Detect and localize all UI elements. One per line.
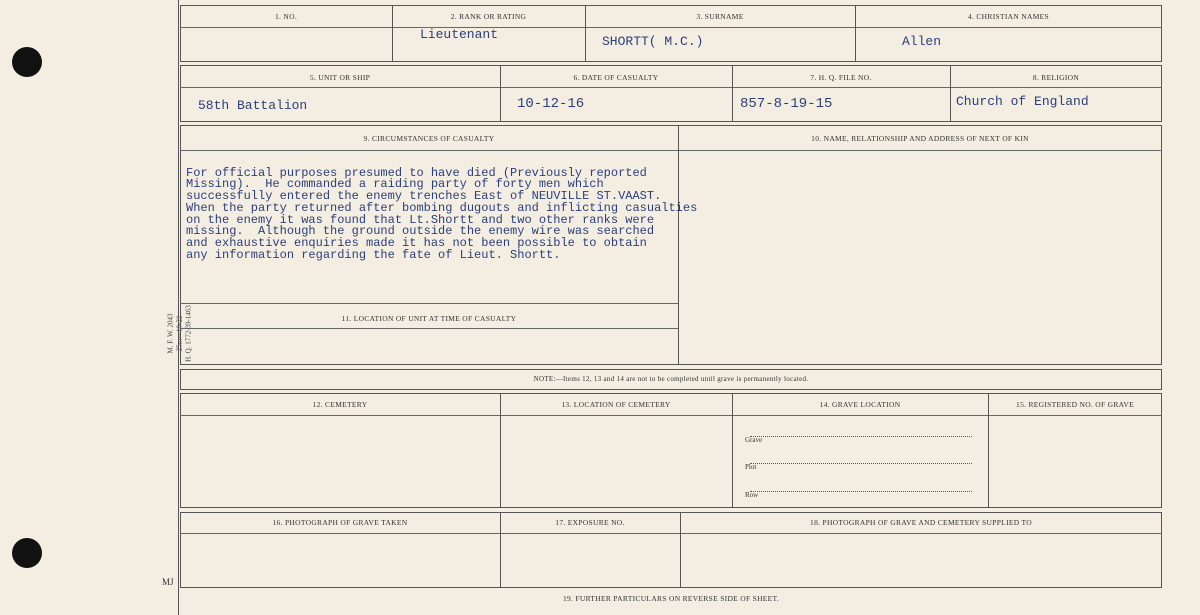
header-location-of-unit: 11. LOCATION OF UNIT AT TIME OF CASUALTY xyxy=(341,314,517,323)
header-date: 6. DATE OF CASUALTY xyxy=(573,73,659,82)
date-value: 10-12-16 xyxy=(517,96,585,112)
header-grave-location: 14. GRAVE LOCATION xyxy=(819,400,901,409)
footer-note: 19. FURTHER PARTICULARS ON REVERSE SIDE OF SHEET. xyxy=(562,594,780,603)
header-exposure: 17. EXPOSURE NO. xyxy=(555,518,625,527)
plot-label: Plot xyxy=(745,463,757,471)
initials: MJ xyxy=(162,577,174,587)
header-photo-supplied: 18. PHOTOGRAPH OF GRAVE AND CEMETERY SUPPLIED TO xyxy=(810,518,1032,527)
note-text: NOTE:—Items 12, 13 and 14 are not to be completed until grave is permanently located. xyxy=(533,375,809,383)
form-imprint: M. F. W. 2043 25m—10-22 H. Q. 1772-39-1463 xyxy=(166,305,193,362)
header-christian-names: 4. CHRISTIAN NAMES xyxy=(967,12,1050,21)
header-no: 1. NO. xyxy=(274,12,297,21)
header-photo-taken: 16. PHOTOGRAPH OF GRAVE TAKEN xyxy=(272,518,408,527)
file-value: 857-8-19-15 xyxy=(740,96,833,112)
unit-value: 58th Battalion xyxy=(198,98,308,113)
surname-value: SHORTT( M.C.) xyxy=(602,34,704,49)
punch-hole xyxy=(12,47,42,77)
row-label: Row xyxy=(745,491,759,499)
header-next-of-kin: 10. NAME, RELATIONSHIP AND ADDRESS OF NEXT OF KIN xyxy=(811,134,1029,143)
header-surname: 3. SURNAME xyxy=(696,12,744,21)
header-registered-no: 15. REGISTERED NO. OF GRAVE xyxy=(1016,400,1134,409)
header-religion: 8. RELIGION xyxy=(1032,73,1080,82)
header-location-cemetery: 13. LOCATION OF CEMETERY xyxy=(561,400,671,409)
header-unit: 5. UNIT OR SHIP xyxy=(309,73,371,82)
header-file: 7. H. Q. FILE NO. xyxy=(810,73,872,82)
punch-hole xyxy=(12,538,42,568)
rank-value: Lieutenant xyxy=(420,27,499,42)
row4 xyxy=(180,393,1162,508)
header-cemetery: 12. CEMETERY xyxy=(312,400,368,409)
header-rank: 2. RANK OR RATING xyxy=(450,12,527,21)
christian-names-value: Allen xyxy=(902,34,942,49)
circumstances-text: For official purposes presumed to have died (Previously reported Missing). He commanded a raiding party of forty men which successfully entered the enemy trenches East of NEUVILLE ST.VAAST. When the party returned after bombing dugouts and inflicting casualties on the enemy it was found that Lt.Shortt and two other ranks were missing. Although the ground outside the enemy wire was searched and exhaustive enquiries made it has not been possible to obtain any information regarding the fate of Lieut. Shortt. xyxy=(186,165,698,262)
grave-label: Grave xyxy=(745,436,763,444)
religion-value: Church of England xyxy=(956,94,1089,109)
header-circumstances: 9. CIRCUMSTANCES OF CASUALTY xyxy=(363,134,495,143)
